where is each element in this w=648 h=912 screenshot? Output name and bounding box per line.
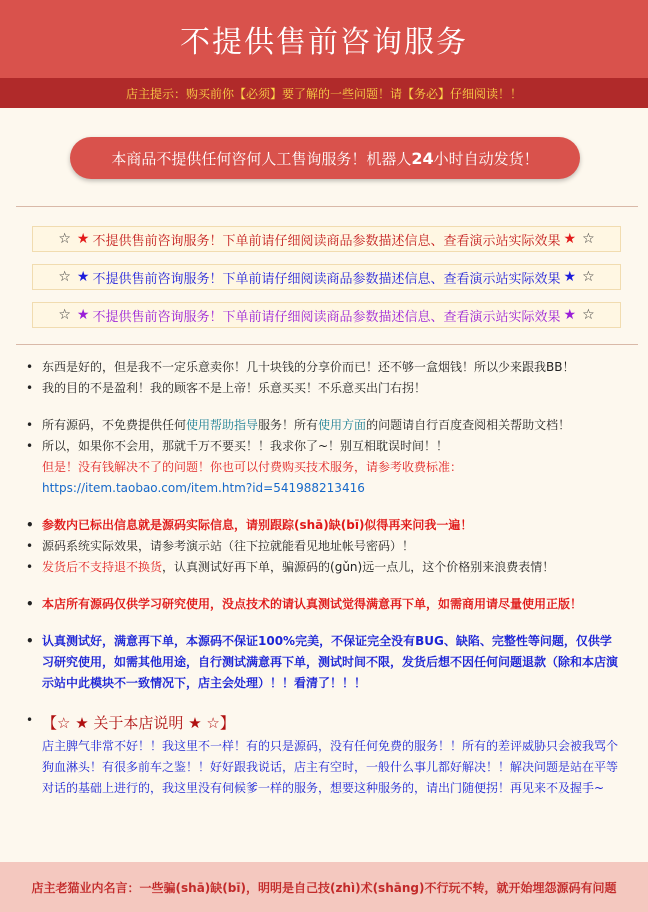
footer-quote [0, 862, 648, 912]
banner-text-a: 本商品不提供任何咨何人工售询服务！机器人 [111, 149, 412, 168]
list-item [22, 436, 622, 499]
star-solid-icon: ★ [563, 269, 577, 285]
star-solid-icon: ★ [76, 269, 90, 285]
star-outline-icon: ☆ [58, 231, 71, 247]
about-section [22, 710, 622, 799]
text-segment: 的问题请自行百度查阅相关帮助文档！ [366, 418, 571, 432]
star-solid-icon: ★ [76, 231, 90, 247]
page-title: 不提供售前咨询服务 [180, 25, 468, 60]
star-solid-icon: ★ [563, 307, 577, 323]
text-segment: ，认真测试好再下单，骗源码的(gǔn)远一点儿，这个价格别来浪费表情！ [162, 560, 555, 574]
text-segment: • 所以，如果你不会用，那就千万不要买！！我求你了~！别互相耽误时间！！ [42, 439, 449, 453]
list-item: • 本店所有源码仅供学习研究使用，没点技术的请认真测试觉得满意再下单，如需商用请尽量使用正版！ [22, 594, 622, 615]
banner-text-bold: 24 [411, 148, 434, 168]
star-outline-icon: ☆ [582, 269, 595, 285]
paid-service-text: 但是！没有钱解决不了的问题！你也可以付费购买技术服务，请参考收费标准： [42, 460, 463, 474]
no-refund-text: 发货后不支持退不换货 [42, 560, 163, 574]
about-body: 店主脾气非常不好！！我这里不一样！有的只是源码，没有任何免费的服务！！所有的差评威胁只会被我骂个狗血淋头！有很多前车之鉴！！好好跟我说话，店主有空时，一般什么事儿都好解决！！解决问题是站在平等对话的基础上进行的，我这里没有伺候爹一样的服务，想要这种服务的，请出门随便拐！再见来不及握手~ [42, 739, 619, 795]
help-guide-link[interactable]: 使用帮助指导 [186, 418, 259, 432]
notice-box-red [32, 226, 621, 252]
divider-top [16, 206, 638, 207]
divider-middle [16, 344, 638, 345]
star-outline-icon: ☆ [582, 231, 595, 247]
list-item: • 我的目的不是盈利！我的顾客不是上帝！乐意买买！不乐意买出门右拐！ [22, 378, 622, 399]
about-title: • 【☆ ★ 关于本店说明 ★ ☆】 [42, 714, 235, 732]
tip-bar [0, 78, 648, 108]
notice-text: 不提供售前咨询服务！下单前请仔细阅读商品参数描述信息、查看演示站实际效果 [92, 309, 561, 325]
description-content [22, 357, 622, 799]
text-segment: 所有源码，不免费提供任何 [42, 418, 187, 432]
star-outline-icon: ☆ [582, 307, 595, 323]
notice-box-blue [32, 264, 621, 290]
star-outline-icon: ☆ [58, 269, 71, 285]
star-solid-icon: ★ [563, 231, 577, 247]
footer-text: 店主老猫业内名言：一些骗(shā)缺(bī)，明明是自己技(zhì)术(shāng)不行玩不转，就开始埋怨源码有问题 [31, 880, 617, 895]
list-item: • 参数内已标出信息就是源码实际信息，请别跟踪(shā)缺(bī)似得再来问我一遍！ [22, 515, 622, 536]
list-item: • 认真测试好，满意再下单，本源码不保证100%完美，不保证完全没有BUG、缺陷、完整性等问题，仅供学习研究使用，如需其他用途，自行测试满意再下单，测试时间不限，发货后想不因任何问题退款（除和本店演示站中此模块不一致情况下，店主会处理）！！看清了！！！ [22, 631, 622, 694]
list-item: • 源码系统实际效果，请参考演示站（往下拉就能看见地址帐号密码）！ [22, 536, 622, 557]
star-solid-icon: ★ [76, 307, 90, 323]
list-item [22, 557, 622, 578]
list-item [22, 415, 622, 436]
pricing-url-link[interactable]: https://item.taobao.com/item.htm?id=541988213416 [42, 481, 365, 495]
banner-text-b: 小时自动发货！ [433, 149, 539, 168]
usage-link[interactable]: 使用方面 [318, 418, 367, 432]
tip-text: 店主提示：购买前你【必须】要了解的一些问题！请【务必】仔细阅读！！ [125, 86, 522, 101]
notice-text: 不提供售前咨询服务！下单前请仔细阅读商品参数描述信息、查看演示站实际效果 [92, 271, 561, 287]
notice-box-purple [32, 302, 621, 328]
header-banner [0, 0, 648, 78]
auto-delivery-banner [70, 137, 580, 179]
list-item: • 东西是好的，但是我不一定乐意卖你！几十块钱的分享价而已！还不够一盒烟钱！所以少来跟我BB！ [22, 357, 622, 378]
text-segment: 服务！所有 [258, 418, 319, 432]
notice-text: 不提供售前咨询服务！下单前请仔细阅读商品参数描述信息、查看演示站实际效果 [92, 233, 561, 249]
star-outline-icon: ☆ [58, 307, 71, 323]
